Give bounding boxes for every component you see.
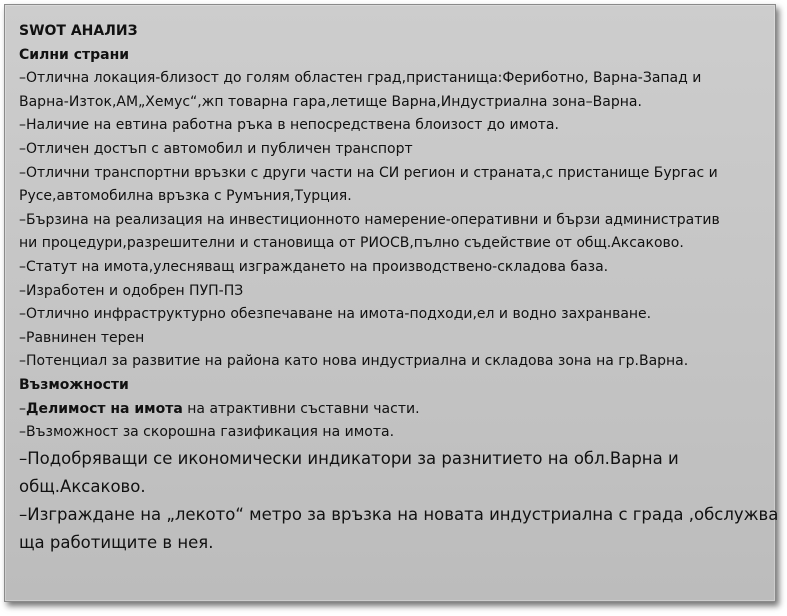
- opportunity-line: ща работищите в нея.: [19, 532, 214, 552]
- strength-line: –Статут на имота,улесняващ изграждането на производствено-складова база.: [19, 258, 609, 275]
- swot-content: [19, 20, 779, 557]
- strengths-heading: Силни страни: [19, 46, 130, 63]
- opportunity-line: –Делимост на имота на атрактивни съставни части.: [19, 400, 420, 417]
- opportunity-line: –Подобряващи се икономически индикатори за разнитието на обл.Варна и: [19, 448, 679, 468]
- document-title: SWOT АНАЛИЗ: [19, 23, 138, 39]
- strength-line: –Бързина на реализация на инвестиционното намерение-оперативни и бързи административ: [19, 211, 720, 228]
- strength-line: –Отлично инфраструктурно обезпечаване на имота-подходи,ел и водно захранване.: [19, 306, 652, 323]
- swot-panel: [4, 4, 779, 602]
- strength-line: –Равнинен терен: [19, 329, 145, 346]
- strength-line: –Отлични транспортни връзки с други части на СИ регион и страната,с пристанище Бургас и: [19, 164, 718, 181]
- opportunity-bold-phrase: Делимост на имота: [26, 400, 183, 417]
- opportunity-line: –Изграждане на „лекото“ метро за връзка на новата индустриална с града ,обслужва: [19, 504, 779, 524]
- opportunity-line: общ.Аксаково.: [19, 476, 146, 496]
- opportunities-heading: Възможности: [19, 376, 129, 393]
- strength-line: ни процедури,разрешителни и становища от РИОСВ,пълно съдействие от общ.Аксаково.: [19, 235, 684, 252]
- strength-line: –Отличен достъп с автомобил и публичен транспорт: [19, 140, 413, 157]
- strength-line: –Отлична локация-близост до голям областен град,пристанища:Фериботно, Варна-Запад и: [19, 70, 702, 87]
- opportunity-line: –Възможност за скорошна газификация на имота.: [19, 424, 395, 441]
- strength-line: Варна-Изток,АМ„Хемус“,жп товарна гара,летище Варна,Индустриална зона–Варна.: [19, 93, 642, 110]
- strength-line: –Наличие на евтина работна ръка в непосредствена блоизост до имота.: [19, 117, 559, 134]
- strength-line: Русе,автомобилна връзка с Румъния,Турция.: [19, 188, 352, 205]
- strength-line: –Потенциал за развитие на района като нова индустриална и складова зона на гр.Варна.: [19, 353, 689, 370]
- opportunity-rest: на атрактивни съставни части.: [182, 400, 420, 417]
- strength-line: –Изработен и одобрен ПУП-ПЗ: [19, 282, 244, 299]
